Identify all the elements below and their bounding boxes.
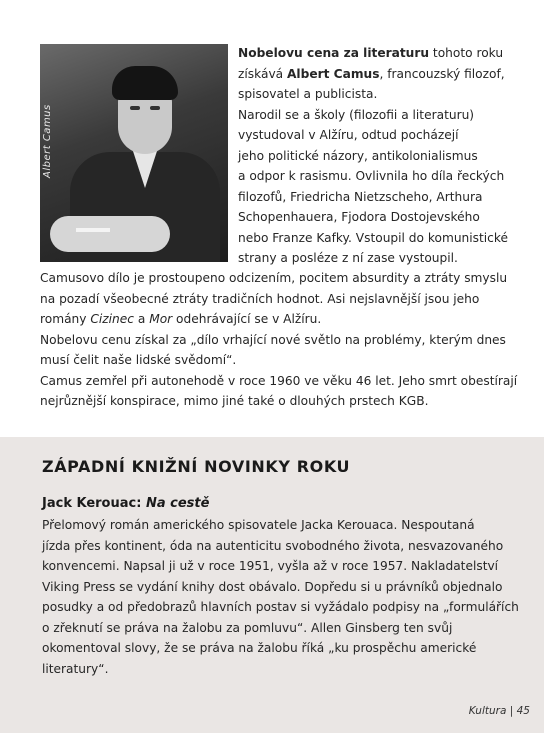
photo-hands: [50, 216, 170, 252]
book-author: Jack Kerouac:: [42, 496, 142, 511]
page-footer: [469, 705, 530, 717]
article-line: nejrůznější konspirace, mimo jiné také o dlouhých prstech KGB.: [40, 394, 429, 408]
article-line: Nobelovu cenu získal za „dílo vrhající nové světlo na problémy, kterým dnes: [40, 332, 506, 347]
photo-eye: [130, 106, 140, 110]
photo-caption: Albert Camus: [42, 104, 53, 178]
article-line: Camus zemřel při autonehodě v roce 1960 ve věku 46 let. Jeho smrt obestírají: [40, 373, 518, 388]
author-photo: [40, 44, 228, 262]
article-text: tohoto roku: [429, 46, 504, 60]
article-line: vystudoval v Alžíru, odtud pocházejí: [238, 128, 459, 142]
article-line: spisovatel a publicista.: [238, 87, 378, 101]
book-description-line: Přelomový román amerického spisovatele Jacka Kerouaca. Nespoutaná: [42, 518, 475, 532]
book-description-line: o zřeknutí se práva na žalobu za pomluvu“. Allen Ginsberg ten svůj: [42, 620, 453, 635]
footer-separator: |: [506, 705, 517, 717]
photo-hair: [112, 66, 178, 100]
novel-title: Cizinec: [90, 312, 134, 326]
article-text: a: [133, 312, 150, 326]
article-line: [40, 309, 321, 330]
article-title: Nobelovu cena za literaturu: [238, 46, 430, 60]
laureate-name: Albert Camus: [287, 66, 380, 81]
article-line: musí čelit naše lidské svědomí“.: [40, 353, 237, 367]
article-line: nebo Franze Kafky. Vstoupil do komunistické: [238, 230, 508, 245]
book-description-line: jízda přes kontinent, óda na autenticitu svobodného života, nesvazovaného: [42, 538, 504, 553]
footer-section: Kultura: [468, 705, 507, 717]
photo-cigarette: [76, 228, 110, 232]
photo-eye: [150, 106, 160, 110]
book-description-line: konvencemi. Napsal ji už v roce 1951, vyšla až v roce 1957. Nakladatelství: [42, 559, 499, 573]
article-line: jeho politické názory, antikolonialismus: [238, 148, 478, 163]
book-description-line: Viking Press se vydání knihy dost obávalo. Dopředu si u právníků objednalo: [42, 579, 503, 594]
book-subheading: [42, 496, 209, 511]
article-line: filozofů, Friedricha Nietzscheho, Arthura: [238, 189, 483, 204]
article-line: [238, 43, 503, 64]
article-line: Narodil se a školy (filozofii a literaturu): [238, 107, 475, 122]
article-line: Schopenhauera, Fjodora Dostojevského: [238, 210, 480, 224]
page-number: 45: [516, 705, 530, 717]
article-line: [238, 64, 505, 85]
novel-title: Mor: [149, 312, 173, 326]
article-line: strany a posléze z ní zase vystoupil.: [238, 251, 458, 265]
article-text: romány: [40, 312, 91, 326]
article-line: Camusovo dílo je prostoupeno odcizením, pocitem absurdity a ztráty smyslu: [40, 271, 508, 285]
book-description-line: literatury“.: [42, 661, 109, 676]
book-description-line: okomentoval slovy, že se práva na žalobu říká „ku prospěchu americké: [42, 641, 477, 655]
book-description-line: posudky a od předobrazů hlavních postav si vyžádalo podpisy na „formulářích: [42, 600, 519, 614]
article-text: , francouzský filozof,: [379, 66, 505, 81]
article-line: na pozadí všeobecné ztráty tradičních hodnot. Asi nejslavnější jsou jeho: [40, 291, 480, 306]
article-line: a odpor k rasismu. Ovlivnila ho díla řeckých: [238, 169, 505, 183]
section-heading: ZÁPADNÍ KNIŽNÍ NOVINKY ROKU: [42, 457, 351, 476]
article-text: získává: [238, 66, 287, 81]
book-title: Na cestě: [145, 496, 210, 511]
article-text: odehrávající se v Alžíru.: [172, 312, 322, 326]
